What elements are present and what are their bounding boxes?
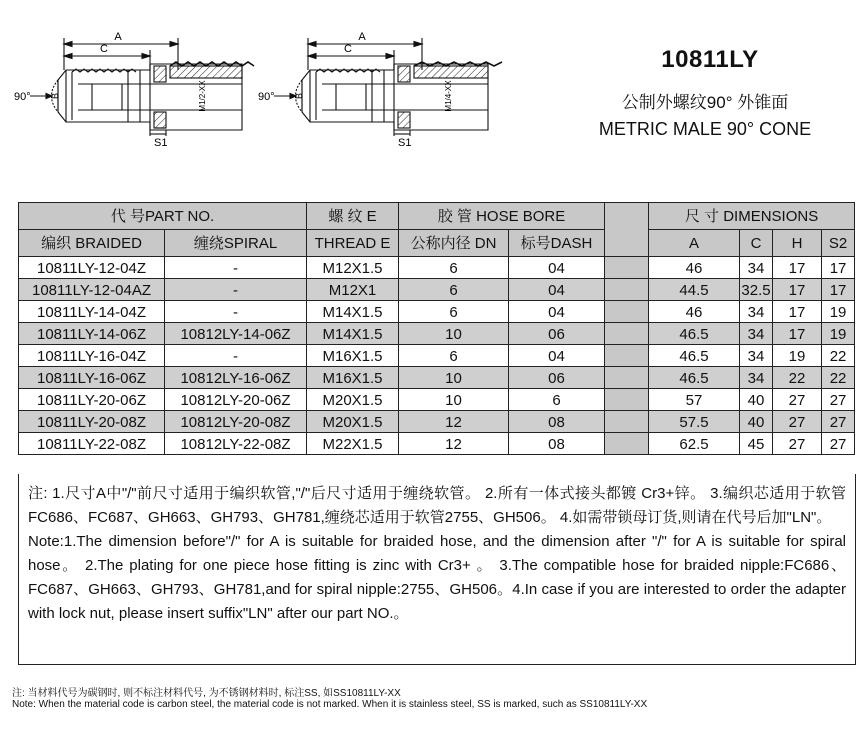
cell-dn: 10 [399, 389, 509, 411]
header-dimensions: 尺 寸 DIMENSIONS [649, 203, 855, 230]
cell-c: 34 [740, 345, 773, 367]
cell-braided: 10811LY-20-08Z [19, 411, 165, 433]
fitting-drawing-right [274, 38, 502, 136]
cell-a: 62.5 [649, 433, 740, 455]
cell-blank [605, 367, 649, 389]
cell-a: 46 [649, 301, 740, 323]
cell-h: 27 [773, 389, 822, 411]
cell-spiral: 10812LY-16-06Z [165, 367, 307, 389]
cell-dash: 06 [509, 323, 605, 345]
header-s2: S2 [822, 230, 855, 257]
fitting-drawing-left [30, 38, 254, 136]
header-a: A [649, 230, 740, 257]
cell-c: 40 [740, 389, 773, 411]
header-thread-group: 螺 纹 E [307, 203, 399, 230]
cell-braided: 10811LY-22-08Z [19, 433, 165, 455]
cell-spiral: - [165, 345, 307, 367]
cell-blank [605, 323, 649, 345]
dim-c-label: C [100, 43, 108, 55]
cell-spiral: - [165, 257, 307, 279]
header-part-no: 代 号PART NO. [19, 203, 307, 230]
cell-dn: 12 [399, 411, 509, 433]
cell-a: 57.5 [649, 411, 740, 433]
cell-dash: 08 [509, 433, 605, 455]
cell-blank [605, 411, 649, 433]
cell-thread: M12X1.5 [307, 257, 399, 279]
cell-spiral: 10812LY-20-08Z [165, 411, 307, 433]
cell-dn: 6 [399, 345, 509, 367]
notes-cn: 注: 1.尺寸A中"/"前尺寸适用于编织软管,"/"后尺寸适用于缠绕软管。 2.所有一体式接头都镀 Cr3+锌。 3.编织芯适用于软管FC686、FC687、GH663、GH793、GH781,缠绕芯适用于软管2755、GH506。 4.如需带锁母订货,则请在代号后加"LN"。 [28, 485, 846, 526]
cell-dn: 6 [399, 301, 509, 323]
angle-label: 90° [14, 91, 31, 103]
cell-c: 32.5 [740, 279, 773, 301]
s1-label-right: S1 [398, 137, 412, 149]
header-h: H [773, 230, 822, 257]
cell-spiral: 10812LY-20-06Z [165, 389, 307, 411]
cell-dn: 10 [399, 367, 509, 389]
cell-dash: 04 [509, 279, 605, 301]
cell-c: 34 [740, 367, 773, 389]
cell-braided: 10811LY-14-06Z [19, 323, 165, 345]
cell-spiral: - [165, 301, 307, 323]
header-dn: 公称内径 DN [399, 230, 509, 257]
footer-note-en: Note: When the material code is carbon steel, the material code is not marked. When it is stainless steel, SS is marked, such as SS10811LY-XX [12, 699, 648, 710]
cell-c: 40 [740, 411, 773, 433]
cell-h: 17 [773, 257, 822, 279]
cell-s2: 27 [822, 411, 855, 433]
cell-h: 27 [773, 433, 822, 455]
header-spiral: 缠绕SPIRAL [165, 230, 307, 257]
header-dash: 标号DASH [509, 230, 605, 257]
subtitle-cn: 公制外螺纹90° 外锥面 [621, 93, 789, 112]
dim-a-label-right: A [358, 31, 366, 43]
cell-a: 46.5 [649, 367, 740, 389]
dim-a-label: A [114, 31, 122, 43]
cell-thread: M22X1.5 [307, 433, 399, 455]
notes-box [18, 474, 856, 665]
table-row [19, 257, 855, 279]
cell-c: 45 [740, 433, 773, 455]
thread-label: M1/2-XX [198, 80, 207, 112]
cell-dash: 08 [509, 411, 605, 433]
cell-s2: 27 [822, 433, 855, 455]
cell-braided: 10811LY-12-04Z [19, 257, 165, 279]
thread-label-right: M1/4-XX [444, 80, 453, 112]
cell-a: 46 [649, 257, 740, 279]
cell-spiral: 10812LY-14-06Z [165, 323, 307, 345]
cell-s2: 19 [822, 301, 855, 323]
cell-a: 44.5 [649, 279, 740, 301]
cell-h: 19 [773, 345, 822, 367]
cell-h: 27 [773, 411, 822, 433]
cell-s2: 22 [822, 367, 855, 389]
dim-c-label-right: C [344, 43, 352, 55]
table-row [19, 389, 855, 411]
header-hose-bore: 胶 管 HOSE BORE [399, 203, 605, 230]
cell-c: 34 [740, 301, 773, 323]
cell-h: 22 [773, 367, 822, 389]
cell-blank [605, 345, 649, 367]
cell-a: 46.5 [649, 345, 740, 367]
table-row [19, 279, 855, 301]
cell-thread: M14X1.5 [307, 323, 399, 345]
cell-braided: 10811LY-12-04AZ [19, 279, 165, 301]
spec-table [18, 202, 855, 455]
cell-s2: 27 [822, 389, 855, 411]
cell-dash: 04 [509, 257, 605, 279]
cell-spiral: 10812LY-22-08Z [165, 433, 307, 455]
table-row [19, 433, 855, 455]
header-blank [605, 203, 649, 257]
cell-spiral: - [165, 279, 307, 301]
cell-blank [605, 279, 649, 301]
table-row [19, 411, 855, 433]
table-row [19, 367, 855, 389]
cell-a: 57 [649, 389, 740, 411]
cell-a: 46.5 [649, 323, 740, 345]
header-braided: 编织 BRAIDED [19, 230, 165, 257]
cell-s2: 17 [822, 279, 855, 301]
cell-blank [605, 257, 649, 279]
cell-dn: 12 [399, 433, 509, 455]
cell-s2: 19 [822, 323, 855, 345]
s1-label: S1 [154, 137, 168, 149]
cell-braided: 10811LY-16-06Z [19, 367, 165, 389]
cell-dash: 04 [509, 345, 605, 367]
notes-en: Note:1.The dimension before"/" for A is suitable for braided hose, and the dimension after "/" for A is suitable for spiral hose。 2.The plating for one piece hose fitting is zinc with Cr3+ 。 3.The compatible hose for braided nipple:FC686、FC687、GH663、GH793、GH781,and for spiral nipple:2755、GH506。4.In case if you are interested to order the adapter with lock nut, please insert suffix"LN" after our part NO.。 [28, 533, 846, 622]
cell-thread: M20X1.5 [307, 411, 399, 433]
cell-braided: 10811LY-20-06Z [19, 389, 165, 411]
cell-h: 17 [773, 323, 822, 345]
cell-c: 34 [740, 323, 773, 345]
cell-dn: 6 [399, 257, 509, 279]
dim-b-label-right: B [294, 92, 304, 100]
cell-dash: 04 [509, 301, 605, 323]
header-thread: THREAD E [307, 230, 399, 257]
cell-braided: 10811LY-14-04Z [19, 301, 165, 323]
cell-thread: M20X1.5 [307, 389, 399, 411]
header-c: C [740, 230, 773, 257]
dim-b-label: B [50, 92, 60, 100]
cell-thread: M14X1.5 [307, 301, 399, 323]
footer-note-cn: 注: 当材料代号为碳钢时, 则不标注材料代号, 为不锈钢材料时, 标注SS, 如SS10811LY-XX [12, 688, 401, 699]
cell-thread: M16X1.5 [307, 345, 399, 367]
cell-h: 17 [773, 301, 822, 323]
cell-h: 17 [773, 279, 822, 301]
cell-blank [605, 433, 649, 455]
cell-thread: M12X1 [307, 279, 399, 301]
subtitle-en: METRIC MALE 90° CONE [598, 119, 812, 139]
table-row [19, 323, 855, 345]
cell-dash: 6 [509, 389, 605, 411]
cell-blank [605, 389, 649, 411]
cell-dn: 10 [399, 323, 509, 345]
cell-dn: 6 [399, 279, 509, 301]
cell-c: 34 [740, 257, 773, 279]
cell-thread: M16X1.5 [307, 367, 399, 389]
cell-s2: 22 [822, 345, 855, 367]
cell-s2: 17 [822, 257, 855, 279]
cell-dash: 06 [509, 367, 605, 389]
model-title: 10811LY [661, 46, 759, 73]
cell-blank [605, 301, 649, 323]
table-row [19, 345, 855, 367]
angle-label-right: 90° [258, 91, 275, 103]
table-row [19, 301, 855, 323]
cell-braided: 10811LY-16-04Z [19, 345, 165, 367]
